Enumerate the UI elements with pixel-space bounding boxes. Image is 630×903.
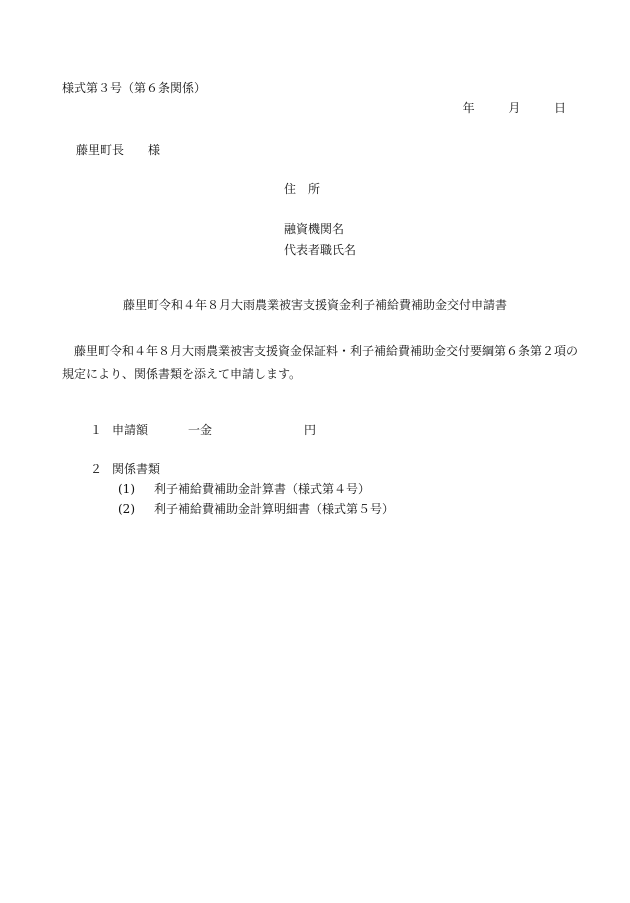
item-number: １: [90, 423, 103, 437]
document-list-item: [118, 502, 394, 516]
form-number-label: 様式第３号（第６条関係）: [62, 81, 207, 95]
document-number: (1): [118, 482, 135, 496]
addressee-honorific: 様: [148, 143, 161, 157]
addressee: [76, 143, 160, 157]
amount-unit: 円: [304, 423, 317, 437]
addressee-name: 藤里町長: [76, 143, 125, 157]
applicant-address-label: 住 所: [284, 182, 321, 196]
document-title: 藤里町令和４年８月大雨農業被害支援資金利子補給費補助金交付申請書: [122, 298, 507, 312]
amount-prefix: 一金: [188, 423, 213, 437]
date-day: 日: [553, 101, 566, 115]
item-label: 関係書類: [112, 462, 161, 476]
item-label: 申請額: [112, 423, 149, 437]
body-paragraph: 藤里町令和４年８月大雨農業被害支援資金保証料・利子補給費補助金交付要綱第６条第２項の規定により、関係書類を添えて申請します。: [62, 344, 579, 381]
applicant-representative-label: 代表者職氏名: [284, 243, 357, 257]
document-label: 利子補給費補助金計算明細書（様式第５号）: [154, 502, 395, 516]
item-number: ２: [90, 462, 103, 476]
date-line: [463, 101, 566, 115]
applicant-institution-label: 融資機関名: [284, 222, 345, 236]
document-number: (2): [118, 502, 135, 516]
date-year: 年: [462, 101, 475, 115]
item-application-amount: [90, 423, 316, 437]
date-month: 月: [508, 101, 521, 115]
document-label: 利子補給費補助金計算書（様式第４号）: [154, 482, 371, 496]
document-list-item: [118, 482, 370, 496]
item-related-documents: [90, 462, 160, 476]
